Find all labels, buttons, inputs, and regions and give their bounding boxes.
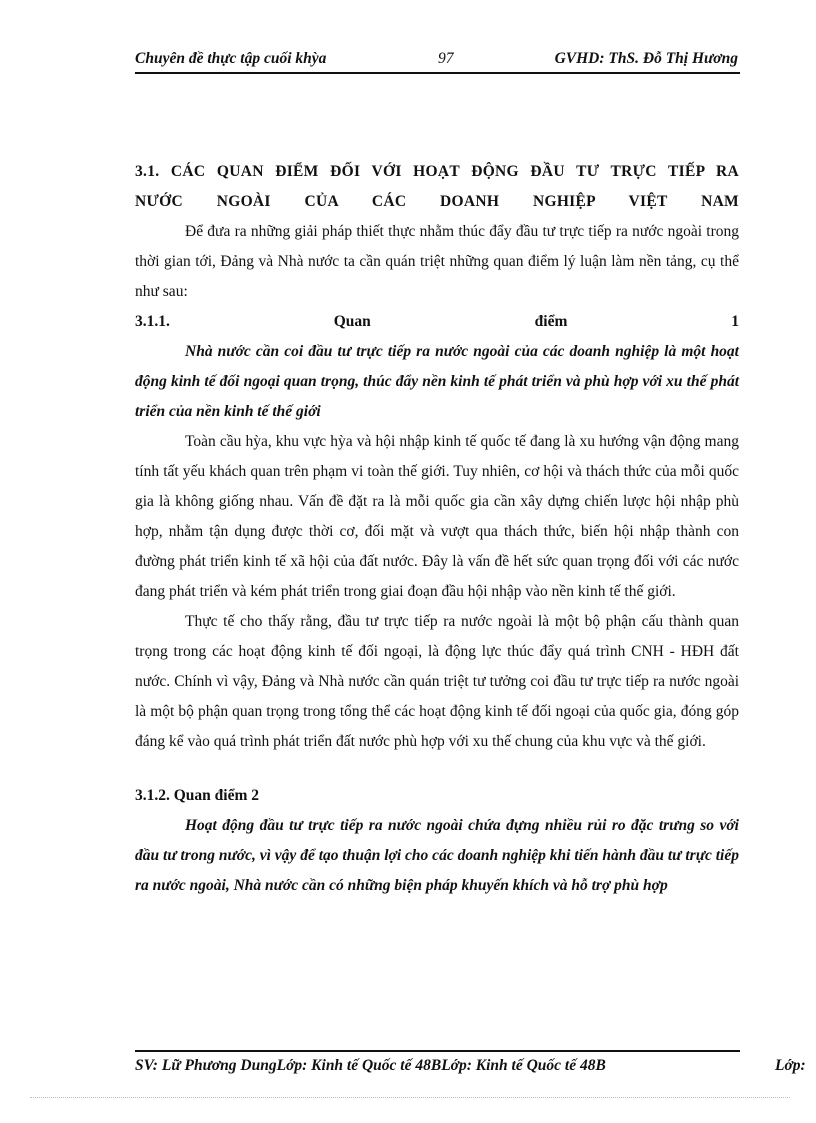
subsection-1-paragraph-2: Thực tế cho thấy rằng, đầu tư trực tiếp ra nước ngoài là một bộ phận cấu thành quan trọng trong các hoạt động kinh tế đối ngoại, là động lực thúc đẩy quá trình CNH - HĐH đất nước. Chính vì vậy, Đảng và Nhà nước cần quán triệt tư tưởng coi đầu tư trực tiếp ra nước ngoài là một bộ phận quan trọng trong tổng thể các hoạt động kinh tế đối ngoại của quốc gia, đóng góp đáng kể vào quá trình phát triển đất nước phù hợp với xu thế chung của khu vực và thế giới. [135, 613, 739, 750]
section-spacer [135, 757, 739, 781]
footer-student-info: SV: Lữ Phương DungLớp: Kinh tế Quốc tế 48BLớp: Kinh tế Quốc tế 48B [135, 1057, 606, 1074]
page-bottom-rule [30, 1097, 790, 1098]
subsection-1-paragraph-1: Toàn cầu hỳa, khu vực hỳa và hội nhập kinh tế quốc tế đang là xu hướng vận động mang tính tất yếu khách quan trên phạm vi toàn thế giới. Tuy nhiên, cơ hội và thách thức của mỗi quốc gia là không giống nhau. Vấn đề đặt ra là mỗi quốc gia cần xây dựng chiến lược hội nhập phù hợp, nhằm tận dụng được thời cơ, đối mặt và vượt qua thách thức, biến hội nhập thành con đường phát triển kinh tế xã hội của đất nước. Đây là vấn đề hết sức quan trọng đối với các nước đang phát triển và kém phát triển trong giai đoạn đầu hội nhập vào nền kinh tế thế giới. [135, 433, 739, 600]
header-document-title: Chuyên đề thực tập cuối khỳa [135, 50, 327, 67]
header-page-number: 97 [438, 50, 454, 67]
subsection-2-emphasis: Hoạt động đầu tư trực tiếp ra nước ngoài chứa đựng nhiều rủi ro đặc trưng so với đầu tư trong nước, vì vậy để tạo thuận lợi cho các doanh nghiệp khi tiến hành đầu tư trực tiếp ra nước ngoài, Nhà nước cần có những biện pháp khuyến khích và hỗ trợ phù hợp [135, 817, 739, 894]
section-title-line-1: 3.1. CÁC QUAN ĐIỂM ĐỐI VỚI HOẠT ĐỘNG ĐẦU TƯ TRỰC TIẾP RA [135, 163, 739, 180]
header-supervisor: GVHD: ThS. Đỗ Thị Hương [554, 50, 738, 67]
footer-class-label: Lớp: [775, 1057, 806, 1074]
subsection-1-heading: 3.1.1. Quan điểm 1 [135, 313, 739, 330]
page-footer [135, 1050, 806, 1080]
subsection-1-emphasis: Nhà nước cần coi đầu tư trực tiếp ra nước ngoài của các doanh nghiệp là một hoạt động kinh tế đối ngoại quan trọng, thúc đẩy nền kinh tế phát triển và phù hợp với xu thế phát triển của nền kinh tế thế giới [135, 343, 739, 420]
section-title-line-2: NƯỚC NGOÀI CỦA CÁC DOANH NGHIỆP VIỆT NAM [135, 193, 739, 210]
intro-paragraph: Để đưa ra những giải pháp thiết thực nhằm thúc đẩy đầu tư trực tiếp ra nước ngoài trong thời gian tới, Đảng và Nhà nước ta cần quán triệt những quan điểm lý luận làm nền tảng, cụ thể như sau: [135, 223, 739, 300]
page-body [135, 157, 739, 901]
subsection-2-heading: 3.1.2. Quan điểm 2 [135, 787, 260, 804]
page-header [135, 48, 740, 74]
